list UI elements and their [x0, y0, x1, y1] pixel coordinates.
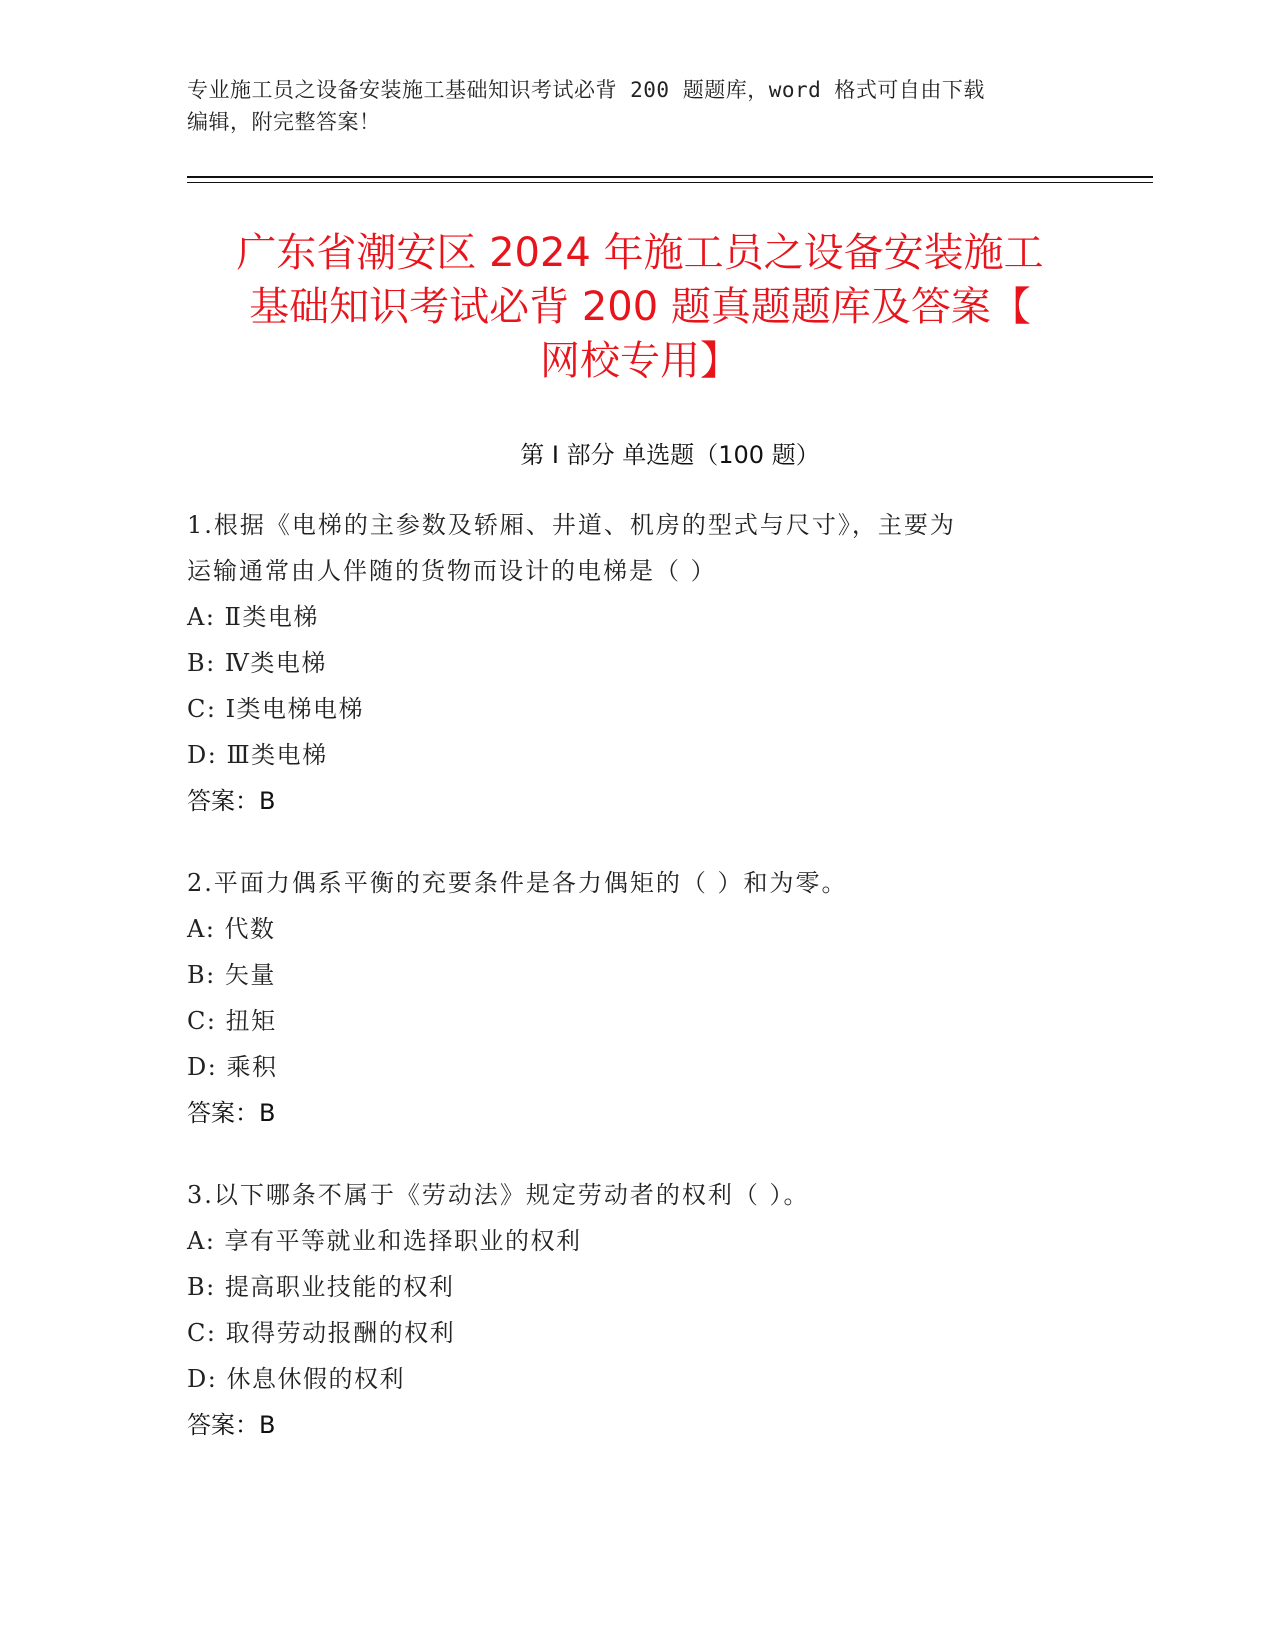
header-divider-thick	[187, 176, 1153, 178]
option-c: C: Ⅰ类电梯电梯	[187, 695, 365, 723]
answer: 答案：B	[187, 1411, 276, 1439]
option-d: D: Ⅲ类电梯	[187, 741, 328, 769]
question-stem-continued: 运输通常由人伴随的货物而设计的电梯是（ ）	[187, 557, 717, 585]
option-b: B: 提高职业技能的权利	[187, 1273, 455, 1301]
section-heading: 第 I 部分 单选题（100 题）	[520, 441, 820, 469]
intro-line-2: 编辑，附完整答案！	[187, 110, 381, 134]
option-d: D: 乘积	[187, 1053, 278, 1081]
header-divider-thin	[187, 182, 1153, 183]
answer: 答案：B	[187, 787, 276, 815]
option-d: D: 休息休假的权利	[187, 1365, 405, 1393]
title-line-1: 广东省潮安区 2024 年施工员之设备安装施工	[236, 230, 1044, 276]
answer: 答案：B	[187, 1099, 276, 1127]
intro-text	[187, 74, 1067, 138]
title-line-3: 网校专用】	[540, 338, 740, 384]
question-2	[187, 860, 1067, 1136]
option-b: B: 矢量	[187, 961, 276, 989]
question-1	[187, 502, 1067, 824]
document-title	[160, 226, 1120, 388]
option-c: C: 取得劳动报酬的权利	[187, 1319, 456, 1347]
question-3	[187, 1172, 1067, 1448]
title-line-2: 基础知识考试必背 200 题真题题库及答案【	[249, 284, 1031, 330]
intro-line-1: 专业施工员之设备安装施工基础知识考试必背 200 题题库，word 格式可自由下载	[187, 78, 985, 102]
option-a: A: Ⅱ类电梯	[187, 603, 319, 631]
question-stem: 1.根据《电梯的主参数及轿厢、井道、机房的型式与尺寸》，主要为	[187, 511, 956, 539]
option-b: B: Ⅳ类电梯	[187, 649, 327, 677]
option-a: A: 代数	[187, 915, 276, 943]
question-stem: 3.以下哪条不属于《劳动法》规定劳动者的权利（ ）。	[187, 1181, 810, 1209]
option-a: A: 享有平等就业和选择职业的权利	[187, 1227, 582, 1255]
option-c: C: 扭矩	[187, 1007, 277, 1035]
question-stem: 2.平面力偶系平衡的充要条件是各力偶矩的（ ）和为零。	[187, 869, 848, 897]
